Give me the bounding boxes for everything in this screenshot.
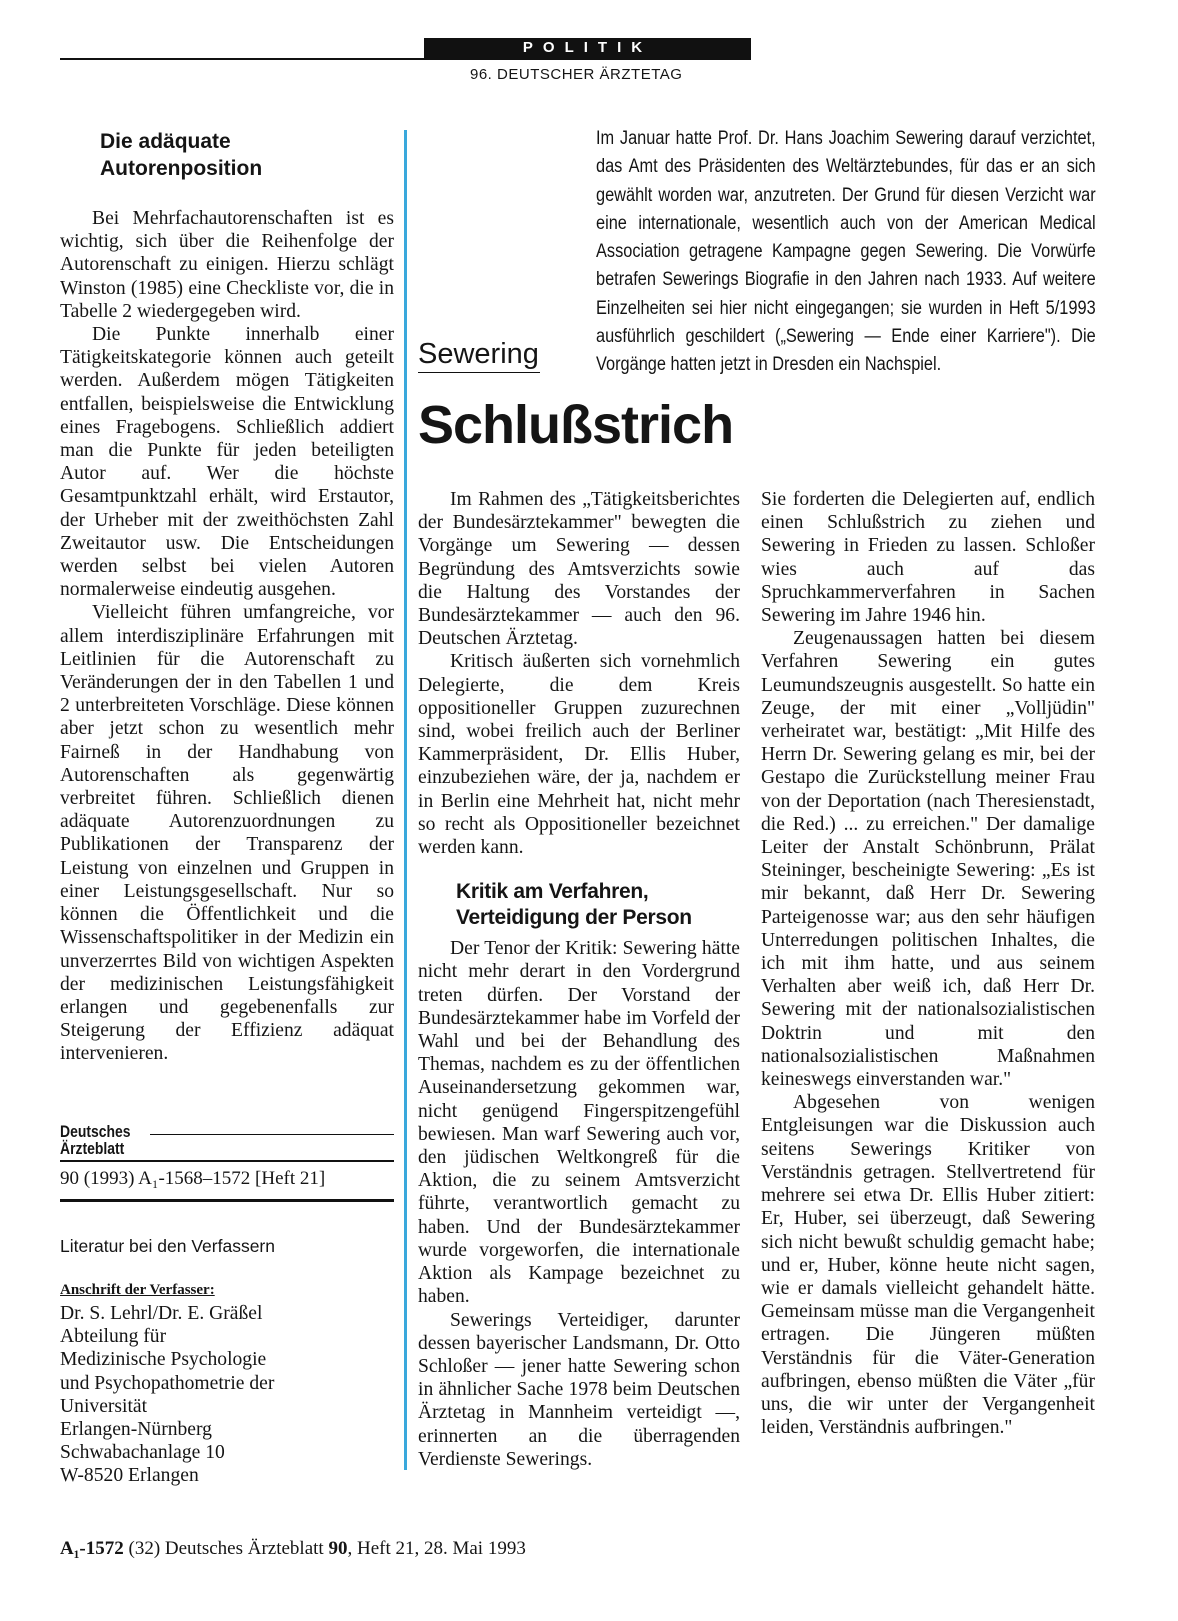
right-paragraph-1 bbox=[761, 488, 1095, 627]
left-article-body bbox=[60, 207, 394, 1066]
right-paragraph-3 bbox=[761, 1091, 1095, 1439]
footer-journal: (32) Deutsches Ärzteblatt bbox=[128, 1538, 324, 1559]
mid-paragraph-4 bbox=[418, 1309, 740, 1471]
left-paragraph-2-text: Die Punkte innerhalb einer Tätigkeitskategorie können auch geteilt werden. Außerdem mögen Tätigkeiten entfallen, beispielsweise die Entwicklung eines Fragebogens. Schließlich addiert man die Punkte für jeden beteiligten Autor auf. Wer die höchste Gesamtpunktzahl erhält, wird Erstautor, der Urheber mit der zweithöchsten Zahl Zweitautor usw. Die Entscheidungen werden selbst bei vielen Autoren normalerweise eindeutig ausgehen. bbox=[60, 324, 394, 601]
left-paragraph-1 bbox=[60, 207, 394, 323]
section-banner: POLITIK bbox=[424, 38, 751, 58]
right-paragraph-1-text: Sie forderten die Delegierten auf, endlich einen Schlußstrich zu ziehen und Sewering in Frieden zu lassen. Schloßer wies auch auf das Spruchkammerverfahren in Sachen Sewering im Jahre 1946 hin. bbox=[761, 489, 1095, 627]
right-paragraph-2 bbox=[761, 627, 1095, 1091]
footer-page-ref: A₁-1572 bbox=[60, 1538, 124, 1559]
address-line: Schwabachanlage 10 bbox=[60, 1442, 225, 1464]
article-body-right bbox=[761, 488, 1095, 1439]
address-line: Medizinische Psychologie bbox=[60, 1349, 267, 1371]
mid-paragraph-2 bbox=[418, 650, 740, 859]
journal-logo-line2: Ärzteblatt bbox=[60, 1139, 125, 1158]
left-paragraph-1-text: Bei Mehrfachautorenschaften ist es wichtig, sich über die Reihenfolge der Autorenschaft zu einigen. Hierzu schlägt Winston (1985) eine Checkliste vor, die in Tabelle 2 wiedergegeben wird. bbox=[60, 208, 394, 322]
article-title: Schlußstrich bbox=[418, 395, 734, 455]
left-article-heading bbox=[100, 128, 360, 182]
left-heading-line1: Die adäquate bbox=[100, 130, 231, 153]
address-line: Abteilung für bbox=[60, 1326, 167, 1348]
citation-rule bbox=[60, 1199, 394, 1202]
kicker-underline bbox=[418, 372, 540, 373]
journal-logo-underline bbox=[60, 1160, 394, 1162]
article-body-middle bbox=[418, 488, 740, 1471]
address-line: Erlangen-Nürnberg bbox=[60, 1419, 212, 1441]
footer-issue: , Heft 21, 28. Mai 1993 bbox=[347, 1538, 526, 1559]
citation: 90 (1993) A₁-1568–1572 [Heft 21] bbox=[60, 1168, 326, 1189]
address-line: und Psychopathometrie der bbox=[60, 1372, 275, 1394]
section-subhead: 96. DEUTSCHER ÄRZTETAG bbox=[470, 66, 683, 83]
article-kicker: Sewering bbox=[418, 338, 539, 370]
journal-logo-rule bbox=[150, 1134, 394, 1135]
author-address bbox=[60, 1302, 274, 1488]
article-subheading: Kritik am Verfahren, Verteidigung der Person bbox=[456, 880, 692, 930]
article-intro-text: Im Januar hatte Prof. Dr. Hans Joachim Sewering darauf verzichtet, das Amt des Präsidenten des Weltärztebundes, für das er an sich gewählt worden war, anzutreten. Der Grund für diesen Verzicht war eine internationale, wesentlich auch von der American Medical Association getragene Kampagne gegen Sewering. Die Vorwürfe betrafen Sewerings Biografie in den Jahren nach 1933. Auf weitere Einzelheiten sei hier nicht eingegangen; sie wurden in Heft 5/1993 ausführlich geschildert („Sewering — Ende einer Karriere"). Die Vorgänge hatten jetzt in Dresden ein Nachspiel. bbox=[596, 128, 1096, 376]
literature-note: Literatur bei den Verfassern bbox=[60, 1236, 275, 1256]
mid-paragraph-2-text: Kritisch äußerten sich vornehmlich Delegierte, die dem Kreis oppositioneller Gruppen zuzurechnen sind, wobei freilich auch der Berliner Kammerpräsident, Dr. Ellis Huber, einzubeziehen wäre, der ja, nachdem er in Berlin eine Mehrheit hat, nicht mehr so recht als Oppositioneller bezeichnet werden kann. bbox=[418, 651, 740, 859]
address-line: Universität bbox=[60, 1395, 148, 1417]
mid-paragraph-3 bbox=[418, 937, 740, 1308]
left-heading-line2: Autorenposition bbox=[100, 157, 263, 180]
mid-paragraph-4-text: Sewerings Verteidiger, darunter dessen bayerischer Landsmann, Dr. Otto Schloßer — jener hatte Sewering schon in ähnlicher Sache 1978 beim Deutschen Ärztetag in Mannheim verteidigt —, erinnerten an die überragenden Verdienste Sewerings. bbox=[418, 1309, 740, 1470]
header-rule bbox=[60, 58, 751, 60]
journal-logo-line1: Deutsches bbox=[60, 1122, 131, 1141]
article-intro bbox=[596, 125, 1096, 380]
mid-paragraph-1 bbox=[418, 488, 740, 650]
right-paragraph-2-text: Zeugenaussagen hatten bei diesem Verfahren Sewering ein gutes Leumundszeugnis ausgestellt. So hatte ein Zeuge, der mit einer „Volljüdin" verheiratet war, bestätigt: „Mit Hilfe des Herrn Dr. Sewering gelang es mir, bei der Gestapo die Zurückstellung meiner Frau von der Deportation (nach Theresienstadt, die Red.) ... zu erreichen." Der damalige Leiter der Anstalt Schönbrunn, Prälat Steininger, bescheinigte Sewering: „Es ist mir bekannt, daß Herr Dr. Sewering Parteigenosse war; aus den sehr häufigen Unterredungen politischen Inhaltes, die ich mit ihm hatte, und aus seinem Verhalten aber weiß ich, daß Herr Dr. Sewering mit der nationalsozialistischen Doktrin und mit den nationalsozialistischen Maßnahmen keineswegs einverstanden war." bbox=[761, 628, 1095, 1091]
left-paragraph-3-text: Vielleicht führen umfangreiche, vor allem interdisziplinäre Erfahrungen mit Leitlinien für die Autorenschaft zu Veränderungen der in den Tabellen 1 und 2 unterbreiteten Vorschläge. Diese können aber jetzt schon zu wesentlich mehr Fairneß in der Handhabung von Autorenschaften als gegenwärtig verbreitet führen. Schließlich dienen adäquate Autorenzuordnungen zu Publikationen der Transparenz der Leistung von einzelnen und Gruppen in einer Leistungsgesellschaft. Nur so können die Öffentlichkeit und die Wissenschaftspolitiker in der Medizin ein unverzerrtes Bild von wichtigen Aspekten der medizinischen Leistungsfähigkeit erlangen und gegebenenfalls zur Steigerung der Effizienz adäquat intervenieren. bbox=[60, 602, 394, 1065]
address-line: Dr. S. Lehrl/Dr. E. Gräßel bbox=[60, 1303, 263, 1324]
right-paragraph-3-text: Abgesehen von wenigen Entgleisungen war die Diskussion auch seitens Sewerings Kritiker von Verständnis getragen. Stellvertretend für mehrere sei etwa Dr. Ellis Huber zitiert: Er, Huber, sei überzeugt, daß Sewering sich nicht bewußt schuldig gemacht habe; und er, Huber, könne heute nicht sagen, wie er damals vielleicht gehandelt hätte. Gemeinsam müsse man die Vergangenheit ertragen. Die Jüngeren müßten Verständnis für die Väter-Generation aufbringen, ebenso müßten die Väter „für uns, die wir unter der Vergangenheit leiden, Verständnis aufbringen." bbox=[761, 1092, 1095, 1439]
left-paragraph-3 bbox=[60, 601, 394, 1065]
page-footer bbox=[60, 1538, 526, 1560]
column-accent-rule bbox=[404, 130, 407, 1470]
mid-paragraph-1-text: Im Rahmen des „Tätigkeitsberichtes der Bundesärztekammer" bewegten die Vorgänge um Sewering — dessen Begründung des Amtsverzichts sowie die Haltung des Vorstandes der Bundesärztekammer — auch den 96. Deutschen Ärztetag. bbox=[418, 489, 740, 650]
left-paragraph-2 bbox=[60, 323, 394, 601]
footer-volume: 90 bbox=[328, 1538, 348, 1559]
address-line: W-8520 Erlangen bbox=[60, 1465, 199, 1487]
mid-paragraph-3-text: Der Tenor der Kritik: Sewering hätte nicht mehr derart in den Vordergrund treten dürfen. Der Vorstand der Bundesärztekammer habe im Vorfeld der Wahl und bei der Behandlung des Themas, nachdem es zu der öffentlichen Auseinandersetzung gekommen war, nicht genügend Fingerspitzengefühl bewiesen. Man warf Sewering auch vor, den jüdischen Weltkongreß für die Aktion, die zu seinem Amtsverzicht führte, verantwortlich gemacht zu haben. Und der Bundesärztekammer wurde vorgeworfen, die internationale Aktion als Kampage bezeichnet zu haben. bbox=[418, 938, 740, 1308]
address-label: Anschrift der Verfasser: bbox=[60, 1282, 215, 1298]
